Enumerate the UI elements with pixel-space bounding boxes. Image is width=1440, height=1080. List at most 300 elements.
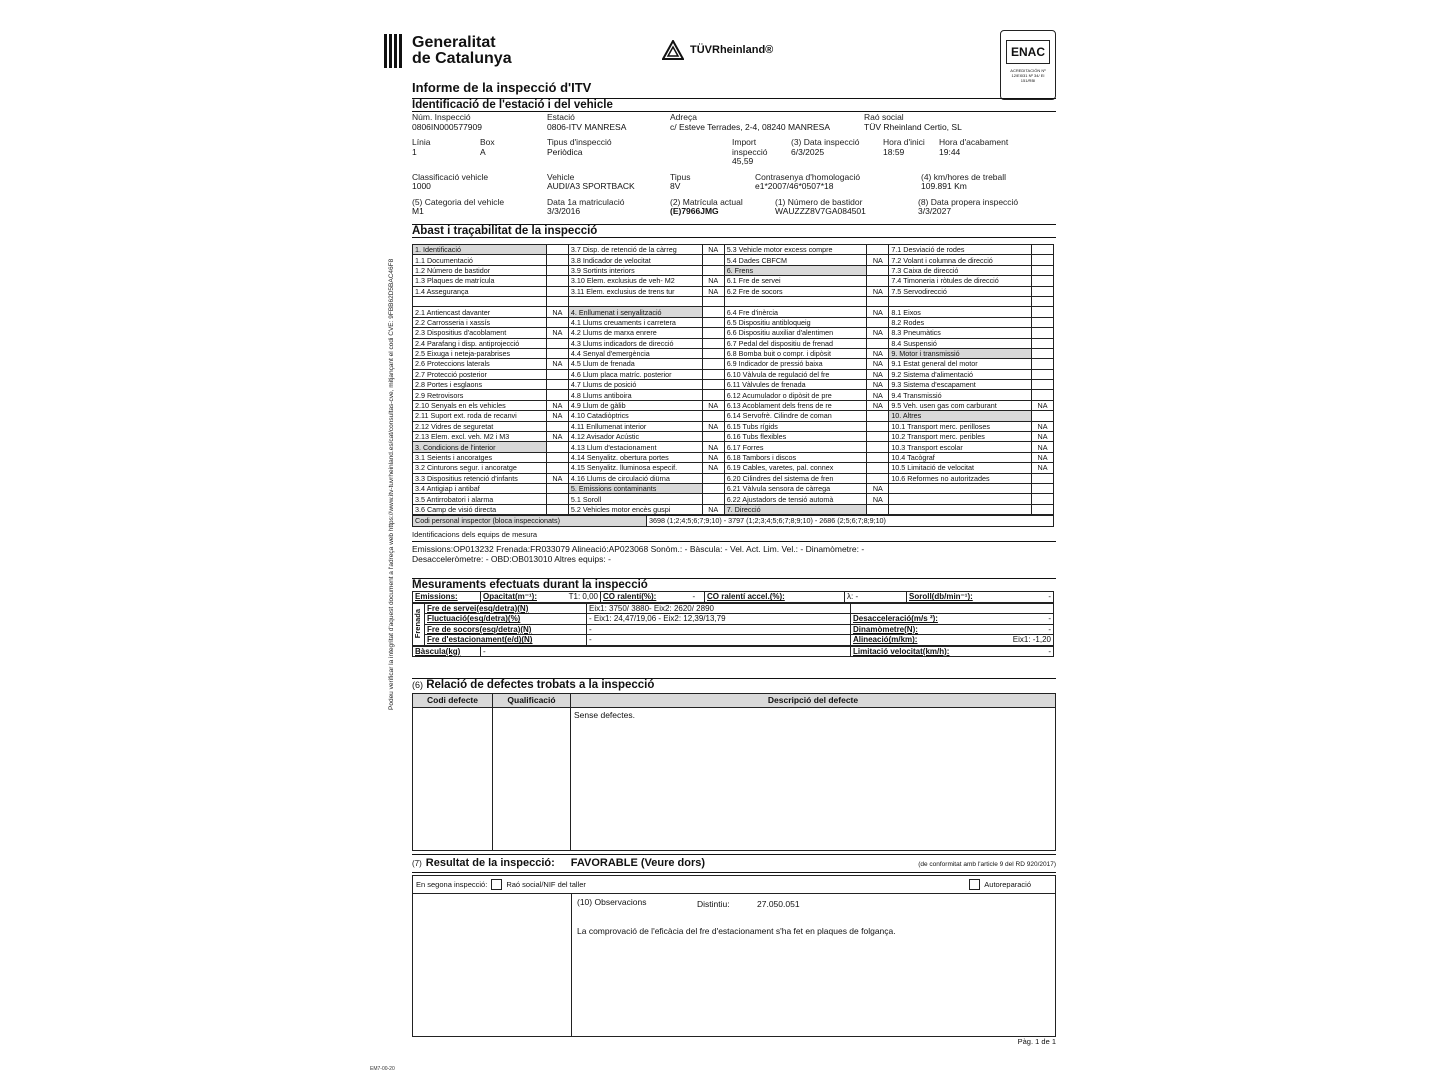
abast-na: NA xyxy=(867,307,889,317)
abast-na xyxy=(1032,265,1054,275)
abast-item: 1.2 Número de bastidor xyxy=(413,265,547,275)
categoria-label: (5) Categoria del vehicle xyxy=(412,196,505,207)
abast-na xyxy=(546,265,568,275)
tuv-triangle-icon xyxy=(662,40,684,60)
abast-item: 6.17 Forres xyxy=(724,442,867,452)
distintiu-label: Distintiu: xyxy=(697,899,730,909)
abast-na xyxy=(702,359,724,369)
abast-na xyxy=(1032,369,1054,379)
abast-na xyxy=(1032,504,1054,514)
abast-item: 3.5 Antirrobatori i alarma xyxy=(413,494,547,504)
abast-table xyxy=(412,244,1054,515)
contrasenya-value: e1*2007/46*0507*18 xyxy=(755,181,834,191)
abast-row xyxy=(413,286,1054,296)
abast-na: NA xyxy=(867,400,889,410)
abast-item: 2.2 Carrosseria i xassís xyxy=(413,317,547,327)
enac-logo: ENAC xyxy=(1006,40,1050,64)
abast-na xyxy=(546,286,568,296)
abast-item: 2.9 Retrovisors xyxy=(413,390,547,400)
fre-servei-value: Eix1: 3750/ 3880- Eix2: 2620/ 2890 xyxy=(587,603,851,614)
abast-item: 6.19 Cables, varetes, pal. connex xyxy=(724,463,867,473)
abast-na xyxy=(546,463,568,473)
abast-na xyxy=(546,369,568,379)
lambda-value: λ: - xyxy=(845,592,907,603)
abast-item: 3.9 Sortints interiors xyxy=(568,265,702,275)
generalitat-logo xyxy=(380,34,512,68)
abast-na xyxy=(867,411,889,421)
abast-item: 8.1 Eixos xyxy=(889,307,1032,317)
equips-label: Identificacions dels equips de mesura xyxy=(412,529,538,539)
abast-item: 4.10 Catadiòptrics xyxy=(568,411,702,421)
data-insp-label: (3) Data inspecció xyxy=(791,137,860,147)
vehicle-label: Vehicle xyxy=(547,171,575,182)
enac-seal xyxy=(1000,30,1056,100)
abast-item: 3.11 Elem. exclusius de trens tur xyxy=(568,286,702,296)
abast-item: 8.3 Pneumàtics xyxy=(889,328,1032,338)
abast-na: NA xyxy=(867,369,889,379)
abast-item: 4.16 Llums de circulació diürna xyxy=(568,473,702,483)
rao-label: Raó social xyxy=(864,112,904,122)
abast-na: NA xyxy=(702,463,724,473)
abast-item: 4.8 Llums antiboira xyxy=(568,390,702,400)
emissions-label: Emissions: xyxy=(413,592,481,603)
abast-na xyxy=(867,504,889,514)
abast-item: 6.4 Fre d'inèrcia xyxy=(724,307,867,317)
classif-label: Classificació vehicle xyxy=(412,171,489,182)
abast-na xyxy=(546,483,568,493)
abast-na xyxy=(1032,338,1054,348)
abast-row xyxy=(413,494,1054,504)
opacitat-label: Opacitat(m⁻¹): xyxy=(481,592,561,603)
abast-na xyxy=(702,483,724,493)
abast-item: 4.6 Llum placa matríc. posterior xyxy=(568,369,702,379)
bastidor-value: WAUZZZ8V7GA084501 xyxy=(775,206,866,216)
abast-item: 3.10 Elem. exclusius de veh- M2 xyxy=(568,276,702,286)
codi-inspector-label: Codi personal inspector (bloca inspeccionats) xyxy=(413,516,647,526)
data-mat-value: 3/3/2016 xyxy=(547,206,581,216)
abast-na: NA xyxy=(867,359,889,369)
fluctuacio-value: - Eix1: 24,47/19,06 - Eix2: 12,39/13,79 xyxy=(587,614,851,625)
adreca-label: Adreça xyxy=(670,112,697,122)
alineacio-value: Eix1: -1,20 xyxy=(988,635,1054,646)
equips-line1: Emissions:OP013232 Frenada:FR033079 Alineació:AP023068 Sonòm.: - Bàscula: - Vel. Act. Lim. Vel.: - Dinamòmetre: - xyxy=(412,543,865,554)
km-value: 109.891 Km xyxy=(921,181,967,191)
abast-na: NA xyxy=(702,504,724,514)
abast-item: 6.9 Indicador de pressió baixa xyxy=(724,359,867,369)
co-ralenti-value: - xyxy=(691,592,705,603)
hora-fi-value: 19:44 xyxy=(939,146,961,157)
abast-na xyxy=(1032,328,1054,338)
abast-na xyxy=(702,411,724,421)
abast-section xyxy=(412,224,1056,564)
abast-row xyxy=(413,411,1054,421)
abast-na xyxy=(702,494,724,504)
abast-item: 6.1 Fre de servei xyxy=(724,276,867,286)
abast-item: 2.4 Parafang i disp. antiprojecció xyxy=(413,338,547,348)
abast-na xyxy=(1032,411,1054,421)
abast-item: 10.5 Limitació de velocitat xyxy=(889,463,1032,473)
mesuraments-table xyxy=(412,591,1054,603)
abast-item: 6.10 Vàlvula de regulació del fre xyxy=(724,369,867,379)
abast-na xyxy=(546,245,568,255)
rao-taller-label: Raó social/NIF del taller xyxy=(506,880,586,889)
abast-item: 7. Direcció xyxy=(724,504,867,514)
abast-item: 7.2 Volant i columna de direcció xyxy=(889,255,1032,265)
autoreparacio-label: Autoreparació xyxy=(984,880,1031,889)
abast-na xyxy=(867,442,889,452)
abast-title: Abast i traçabilitat de la inspecció xyxy=(412,225,598,237)
codi-inspector-row xyxy=(412,515,1054,526)
abast-item: 6.18 Tambors i discos xyxy=(724,452,867,462)
abast-na xyxy=(546,504,568,514)
abast-na xyxy=(867,317,889,327)
abast-item: 2.3 Dispositius d'acoblament xyxy=(413,328,547,338)
fre-estac-label: Fre d'estacionament(e/d)(N) xyxy=(425,635,587,646)
abast-na xyxy=(546,442,568,452)
abast-item: 7.3 Caixa de direcció xyxy=(889,265,1032,275)
abast-na: NA xyxy=(867,483,889,493)
abast-na xyxy=(702,296,724,306)
matricula-value: (E)7966JMG xyxy=(670,206,719,216)
fluctuacio-label: Fluctuació(esq/detra)(%) xyxy=(425,614,587,625)
abast-na: NA xyxy=(1032,421,1054,431)
segona-label: En segona inspecció: xyxy=(416,880,488,889)
abast-item: 4.5 Llum de frenada xyxy=(568,359,702,369)
tipus-value: 8V xyxy=(670,181,681,191)
abast-item: 4.13 Llum d'estacionament xyxy=(568,442,702,452)
abast-row xyxy=(413,265,1054,275)
abast-na xyxy=(867,452,889,462)
abast-na: NA xyxy=(702,286,724,296)
segona-checkbox[interactable] xyxy=(491,879,502,890)
abast-item: 9.1 Estat general del motor xyxy=(889,359,1032,369)
abast-item xyxy=(568,296,702,306)
abast-row xyxy=(413,328,1054,338)
abast-na xyxy=(867,432,889,442)
abast-na xyxy=(702,265,724,275)
fre-socors-value: - xyxy=(587,624,851,635)
codi-inspector-value: 3698 (1;2;4;5;6;7;9;10) - 3797 (1;2;3;4;5;6;7;8;9;10) - 2686 (2;5;6;7;8;9;10) xyxy=(647,516,1054,526)
abast-na xyxy=(1032,245,1054,255)
abast-na xyxy=(702,432,724,442)
abast-na xyxy=(702,328,724,338)
abast-item: 7.4 Timoneria i ròtules de direcció xyxy=(889,276,1032,286)
estacio-value: 0806-ITV MANRESA xyxy=(547,121,627,132)
tuv-logo xyxy=(662,40,773,60)
box-value: A xyxy=(480,146,486,157)
abast-row xyxy=(413,255,1054,265)
frenada-label: Frenada xyxy=(413,609,422,639)
abast-item: 1.4 Assegurança xyxy=(413,286,547,296)
abast-na: NA xyxy=(702,421,724,431)
abast-item: 6.21 Vàlvula sensora de càrrega xyxy=(724,483,867,493)
abast-item: 2.12 Vidres de seguretat xyxy=(413,421,547,431)
autoreparacio-checkbox[interactable] xyxy=(969,879,980,890)
abast-item: 2.11 Suport ext. roda de recanvi xyxy=(413,411,547,421)
abast-item: 2.1 Antiencast davanter xyxy=(413,307,547,317)
abast-item: 10.3 Transport escolar xyxy=(889,442,1032,452)
abast-na: NA xyxy=(1032,442,1054,452)
km-label: (4) km/hores de treball xyxy=(921,171,1007,182)
abast-item: 4.2 Llums de marxa enrere xyxy=(568,328,702,338)
dinamometre-value: - xyxy=(988,624,1054,635)
abast-na: NA xyxy=(546,432,568,442)
matricula-label: (2) Matrícula actual xyxy=(670,196,743,207)
abast-na xyxy=(1032,307,1054,317)
abast-row xyxy=(413,245,1054,255)
abast-na: NA xyxy=(867,348,889,358)
abast-na xyxy=(1032,255,1054,265)
abast-na: NA xyxy=(867,390,889,400)
abast-item xyxy=(889,494,1032,504)
abast-na xyxy=(702,307,724,317)
abast-item: 9.5 Veh. usen gas com carburant xyxy=(889,400,1032,410)
abast-na: NA xyxy=(546,411,568,421)
ident-section xyxy=(412,98,1056,217)
col-codi: Codi defecte xyxy=(413,694,492,708)
abast-na xyxy=(702,369,724,379)
abast-na xyxy=(1032,276,1054,286)
bascula-table xyxy=(412,646,1054,658)
abast-item: 4.3 Llums indicadors de direcció xyxy=(568,338,702,348)
bascula-value: - xyxy=(481,646,851,657)
verification-side-text: Podeu verificar la integritat d'aquest document a l'adreça web https://www.itv-tuvrheinland.es/cat/consultas-cve, mitjançant el codi CVE: 9FBB62D5BAC46F8 xyxy=(388,258,395,710)
linia-label: Línia xyxy=(412,137,431,147)
fre-socors-label: Fre de socors(esq/detra)(N) xyxy=(425,624,587,635)
linia-value: 1 xyxy=(412,146,417,157)
t1-value: T1: 0,00 xyxy=(561,592,601,603)
abast-na xyxy=(867,265,889,275)
abast-na xyxy=(702,473,724,483)
abast-na xyxy=(546,494,568,504)
box-label: Box xyxy=(480,137,495,147)
soroll-label: Soroll(db/min⁻¹): xyxy=(907,592,1040,603)
abast-item: 10.2 Transport merc. peribles xyxy=(889,432,1032,442)
abast-na: NA xyxy=(867,255,889,265)
abast-na: NA xyxy=(546,307,568,317)
abast-item: 6.12 Acumulador o dipòsit de pre xyxy=(724,390,867,400)
defect-description: Sense defectes. xyxy=(574,710,635,720)
data-mat-label: Data 1a matriculació xyxy=(547,196,625,207)
abast-item: 3.3 Dispositius retenció d'infants xyxy=(413,473,547,483)
abast-row xyxy=(413,348,1054,358)
rao-value: TÜV Rheinland Certio, SL xyxy=(864,121,962,132)
adreca-value: c/ Esteve Terrades, 2-4, 08240 MANRESA xyxy=(670,121,831,132)
dinamometre-label: Dinamòmetre(N): xyxy=(851,624,988,635)
fre-estac-value: - xyxy=(587,635,851,646)
hora-fi-label: Hora d'acabament xyxy=(939,137,1009,147)
abast-item: 3.6 Camp de visió directa xyxy=(413,504,547,514)
abast-row xyxy=(413,338,1054,348)
abast-item: 4.1 Llums creuaments i carretera xyxy=(568,317,702,327)
abast-na xyxy=(546,421,568,431)
abast-na: NA xyxy=(546,473,568,483)
estacio-label: Estació xyxy=(547,112,575,122)
frenada-table xyxy=(412,603,1054,646)
abast-item: 8.4 Suspensió xyxy=(889,338,1032,348)
abast-row xyxy=(413,307,1054,317)
abast-na: NA xyxy=(1032,432,1054,442)
co-ralenti-label: CO ralentí(%): xyxy=(601,592,691,603)
abast-item: 9.4 Transmissió xyxy=(889,390,1032,400)
abast-na: NA xyxy=(1032,463,1054,473)
bascula-label: Bàscula(kg) xyxy=(413,646,481,657)
abast-row xyxy=(413,432,1054,442)
abast-item: 9.3 Sistema d'escapament xyxy=(889,380,1032,390)
abast-row xyxy=(413,483,1054,493)
abast-na: NA xyxy=(702,245,724,255)
itv-report-page xyxy=(378,22,1062,1052)
observacions-label: (10) Observacions xyxy=(577,897,647,907)
ident-title: Identificació de l'estació i del vehicle xyxy=(412,99,613,111)
abast-item: 6.14 Servofrè. Cilindre de coman xyxy=(724,411,867,421)
distintiu-value: 27.050.051 xyxy=(757,899,800,909)
soroll-value: - xyxy=(1040,592,1054,603)
abast-na xyxy=(1032,317,1054,327)
equips-line2: Desacceleròmetre: - OBD:OB013010 Altres equips: - xyxy=(412,553,611,564)
abast-na: NA xyxy=(1032,452,1054,462)
abast-na: NA xyxy=(702,442,724,452)
fre-servei-label: Fre de servei(esq/detra)(N) xyxy=(425,603,587,614)
abast-na xyxy=(1032,390,1054,400)
vehicle-value: AUDI/A3 SPORTBACK xyxy=(547,181,635,191)
abast-na xyxy=(1032,483,1054,493)
abast-na xyxy=(867,245,889,255)
import-label: Import inspecció xyxy=(732,137,768,157)
data-insp-value: 6/3/2025 xyxy=(791,146,825,157)
mesuraments-title: Mesuraments efectuats durant la inspecció xyxy=(412,579,648,591)
enac-accreditation: ACREDITACIÓN Nº 12/EI031 Nº 34/ EI 151/RBI xyxy=(1010,68,1046,83)
abast-na: NA xyxy=(867,380,889,390)
abast-na: NA xyxy=(867,286,889,296)
abast-item: 6.11 Vàlvules de frenada xyxy=(724,380,867,390)
abast-na xyxy=(867,463,889,473)
abast-item xyxy=(889,296,1032,306)
abast-item: 6.5 Dispositiu antibloqueig xyxy=(724,317,867,327)
abast-item: 2.7 Protecció posterior xyxy=(413,369,547,379)
propera-label: (8) Data propera inspecció xyxy=(918,196,1019,207)
abast-item: 1. Identificació xyxy=(413,245,547,255)
defectes-num: (6) xyxy=(412,680,423,690)
abast-na xyxy=(867,296,889,306)
abast-item: 4. Enllumenat i senyalització xyxy=(568,307,702,317)
abast-item: 6.20 Cilindres del sistema de fren xyxy=(724,473,867,483)
abast-na xyxy=(546,390,568,400)
tuv-name: TÜVRheinland® xyxy=(690,44,774,56)
tipus-insp-value: Periòdica xyxy=(547,146,583,157)
abast-na xyxy=(1032,348,1054,358)
abast-na xyxy=(702,348,724,358)
org-line1: Generalitat xyxy=(412,34,496,51)
import-value: 45,59 xyxy=(732,156,754,166)
abast-na: NA xyxy=(702,400,724,410)
abast-na xyxy=(702,380,724,390)
abast-item: 6.13 Acoblament dels frens de re xyxy=(724,400,867,410)
abast-item: 4.11 Enllumenat interior xyxy=(568,421,702,431)
col-qualificacio: Qualificació xyxy=(493,694,570,708)
abast-item: 4.12 Avisador Acústic xyxy=(568,432,702,442)
desacc-value: - xyxy=(988,614,1054,625)
abast-item: 6.8 Bomba buit o compr. i dipòsit xyxy=(724,348,867,358)
abast-na xyxy=(546,296,568,306)
abast-na: NA xyxy=(867,494,889,504)
contrasenya-label: Contrasenya d'homologació xyxy=(755,171,861,182)
abast-item: 5. Emissions contaminants xyxy=(568,483,702,493)
abast-item: 10.4 Tacògraf xyxy=(889,452,1032,462)
generalitat-emblem-icon xyxy=(380,34,406,68)
resultat-value: FAVORABLE (Veure dors) xyxy=(570,857,706,869)
abast-na: NA xyxy=(867,328,889,338)
abast-item: 9.2 Sistema d'alimentació xyxy=(889,369,1032,379)
abast-na xyxy=(546,338,568,348)
abast-item: 6.2 Fre de socors xyxy=(724,286,867,296)
abast-item: 4.7 Llums de posició xyxy=(568,380,702,390)
num-insp-label: Núm. Inspecció xyxy=(412,112,471,122)
abast-item: 6.16 Tubs flexibles xyxy=(724,432,867,442)
abast-item: 2.13 Elem. excl. veh. M2 i M3 xyxy=(413,432,547,442)
abast-na xyxy=(867,473,889,483)
lim-vel-label: Limitació velocitat(km/h): xyxy=(851,646,1041,657)
abast-item: 2.8 Portes i esglaons xyxy=(413,380,547,390)
abast-item: 6.15 Tubs rígids xyxy=(724,421,867,431)
tipus-insp-label: Tipus d'inspecció xyxy=(547,137,612,147)
observacions-text: La comprovació de l'eficàcia del fre d'estacionament s'ha fet en plaques de folgança. xyxy=(577,926,896,936)
abast-item: 4.9 Llum de gàlib xyxy=(568,400,702,410)
abast-na xyxy=(1032,473,1054,483)
abast-item: 5.4 Dades CBFCM xyxy=(724,255,867,265)
abast-na xyxy=(702,338,724,348)
defectes-title: Relació de defectes trobats a la inspecció xyxy=(426,679,655,691)
abast-item xyxy=(413,296,547,306)
abast-item: 6. Frens xyxy=(724,265,867,275)
abast-item: 1.3 Plaques de matrícula xyxy=(413,276,547,286)
abast-na xyxy=(702,390,724,400)
abast-na xyxy=(546,317,568,327)
abast-na xyxy=(1032,286,1054,296)
abast-row xyxy=(413,463,1054,473)
report-title: Informe de la inspecció d'ITV xyxy=(412,80,592,95)
abast-na xyxy=(546,452,568,462)
propera-value: 3/3/2027 xyxy=(918,206,952,216)
abast-row xyxy=(413,473,1054,483)
abast-item: 3.1 Seients i ancoratges xyxy=(413,452,547,462)
abast-item: 4.15 Senyalitz. lluminosa especif. xyxy=(568,463,702,473)
abast-item: 4.14 Senyalitz. obertura portes xyxy=(568,452,702,462)
abast-na: NA xyxy=(546,359,568,369)
mesuraments-section xyxy=(412,578,1056,657)
abast-row xyxy=(413,317,1054,327)
abast-na xyxy=(867,421,889,431)
abast-item: 2.6 Proteccions laterals xyxy=(413,359,547,369)
abast-na xyxy=(702,317,724,327)
lim-vel-value: - xyxy=(1040,646,1053,657)
abast-row xyxy=(413,296,1054,306)
abast-item: 5.1 Soroll xyxy=(568,494,702,504)
abast-item: 6.22 Ajustadors de tensió automà xyxy=(724,494,867,504)
abast-row xyxy=(413,276,1054,286)
abast-item xyxy=(889,504,1032,514)
abast-item: 3.4 Antigiap i antibaf xyxy=(413,483,547,493)
abast-item: 3.2 Cinturons segur. i ancoratge xyxy=(413,463,547,473)
abast-item: 2.10 Senyals en els vehicles xyxy=(413,400,547,410)
hora-ini-value: 18:59 xyxy=(883,146,905,157)
resultat-note: (de conformitat amb l'article 9 del RD 920/2017) xyxy=(918,861,1056,868)
page-number: Pàg. 1 de 1 xyxy=(1017,1037,1056,1046)
abast-na: NA xyxy=(546,328,568,338)
abast-item xyxy=(889,483,1032,493)
abast-na xyxy=(1032,296,1054,306)
abast-na xyxy=(546,276,568,286)
